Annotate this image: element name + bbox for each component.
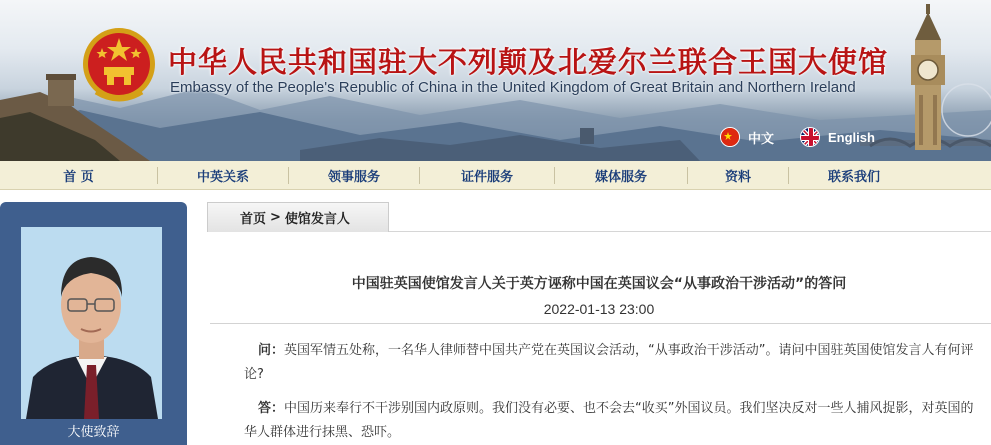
embassy-title-chinese: 中华人民共和国驻大不列颠及北爱尔兰联合王国大使馆 bbox=[168, 45, 889, 79]
question-text: 英国军情五处称，一名华人律师替中国共产党在英国议会活动，“从事政治干涉活动”。请问中国驻英国使馆发言人有何评论? bbox=[244, 343, 974, 382]
nav-item-resources[interactable]: 资料 bbox=[724, 169, 751, 185]
nav-item-document-services[interactable]: 证件服务 bbox=[460, 169, 513, 185]
article-question bbox=[244, 339, 974, 387]
article-date: 2022-01-13 23:00 bbox=[543, 301, 655, 317]
language-chinese-link[interactable] bbox=[720, 127, 774, 147]
national-emblem-icon bbox=[80, 26, 158, 106]
nav-item-china-uk-relations[interactable]: 中英关系 bbox=[196, 169, 249, 185]
site-banner bbox=[0, 0, 991, 161]
language-english-link[interactable] bbox=[800, 127, 875, 147]
question-lead: 问： bbox=[258, 343, 285, 358]
china-flag-icon bbox=[720, 127, 740, 147]
ambassador-remarks-link[interactable]: 大使致辞 bbox=[67, 425, 120, 440]
nav-item-home[interactable]: 首 页 bbox=[63, 169, 94, 185]
answer-lead: 答： bbox=[258, 401, 285, 416]
breadcrumb-tab bbox=[207, 202, 389, 232]
main-nav bbox=[0, 161, 991, 190]
nav-item-consular-services[interactable]: 领事服务 bbox=[327, 169, 380, 185]
article-title: 中国驻英国使馆发言人关于英方诬称中国在英国议会“从事政治干涉活动”的答问 bbox=[351, 276, 847, 292]
nav-item-media-services[interactable]: 媒体服务 bbox=[594, 169, 647, 185]
breadcrumb-home-link[interactable]: 首页 bbox=[240, 212, 267, 227]
embassy-title-english: Embassy of the People's Republic of China in the United Kingdom of Great Britain and Northern Ireland bbox=[170, 79, 856, 96]
language-english-label: English bbox=[828, 129, 875, 145]
nav-item-contact-us[interactable]: 联系我们 bbox=[827, 169, 880, 185]
ambassador-portrait[interactable] bbox=[21, 227, 162, 419]
uk-flag-icon bbox=[800, 127, 820, 147]
article-divider bbox=[210, 323, 991, 324]
ambassador-sidebar bbox=[0, 202, 187, 445]
article-answer bbox=[244, 397, 974, 445]
breadcrumb-current-link[interactable]: 使馆发言人 bbox=[284, 212, 350, 227]
answer-text: 中国历来奉行不干涉别国内政原则。我们没有必要、也不会去“收买”外国议员。我们坚决反对一些人捕风捉影，对英国的华人群体进行抹黑、恐吓。 bbox=[244, 401, 974, 440]
breadcrumb bbox=[207, 202, 991, 232]
language-chinese-label: 中文 bbox=[748, 130, 775, 146]
breadcrumb-separator: > bbox=[270, 210, 281, 225]
